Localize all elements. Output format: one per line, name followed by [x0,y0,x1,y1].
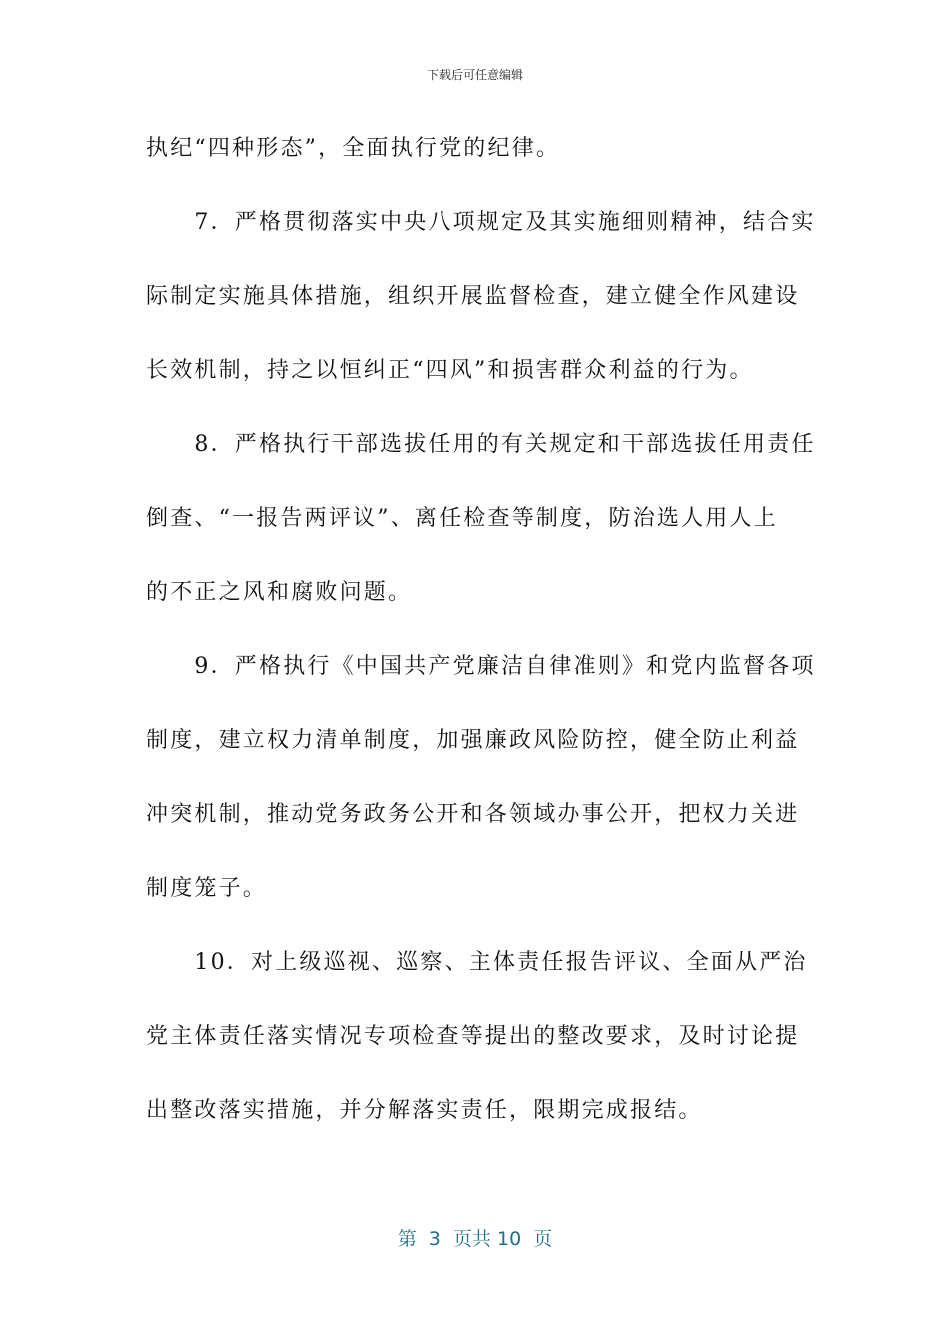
text-line: 冲突机制，推动党务政务公开和各领域办事公开，把权力关进 [146,802,800,827]
text-line: 10．对上级巡视、巡察、主体责任报告评议、全面从严治 [146,950,808,975]
header-note: 下载后可任意编辑 [426,68,523,82]
text-line: 党主体责任落实情况专项检查等提出的整改要求，及时讨论提 [146,1024,800,1049]
text-line: 9．严格执行《中国共产党廉洁自律准则》和党内监督各项 [146,654,816,679]
text-line: 倒查、“一报告两评议”、离任检查等制度，防治选人用人上 [146,506,778,531]
text-line: 长效机制，持之以恒纠正“四风”和损害群众利益的行为。 [146,358,754,383]
document-body [146,112,816,1148]
page-number-footer: 第 3 页共 10 页 [397,1228,553,1250]
text-line: 际制定实施具体措施，组织开展监督检查，建立健全作风建设 [146,284,800,309]
text-line: 制度，建立权力清单制度，加强廉政风险防控，健全防止利益 [146,728,800,753]
text-line: 出整改落实措施，并分解落实责任，限期完成报结。 [146,1098,703,1123]
text-line: 8．严格执行干部选拔任用的有关规定和干部选拔任用责任 [146,432,816,457]
text-line: 制度笼子。 [146,876,268,901]
text-line: 7．严格贯彻落实中央八项规定及其实施细则精神，结合实 [146,210,816,235]
text-line: 执纪“四种形态”，全面执行党的纪律。 [146,136,561,161]
text-line: 的不正之风和腐败问题。 [146,580,413,605]
